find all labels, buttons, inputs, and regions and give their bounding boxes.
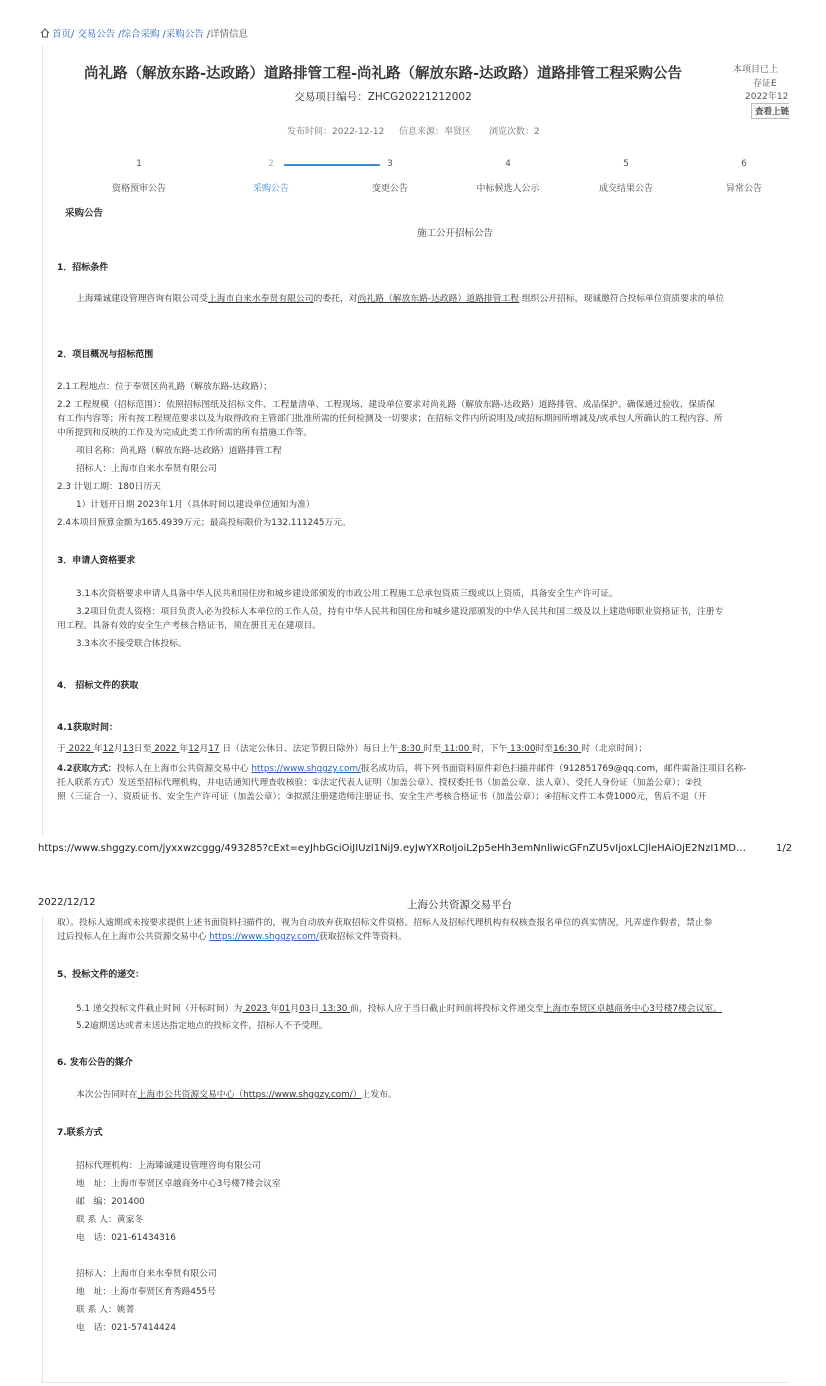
print-header-date: 2022/12/12	[38, 897, 96, 908]
contact-agent-person: 联 系 人：黄家冬	[76, 1215, 144, 1225]
breadcrumb-general-purchase[interactable]: /综合采购	[115, 29, 160, 40]
section-2-line: 项目名称：尚礼路（解放东路-达政路）道路排管工程	[76, 446, 282, 456]
step-progress-line	[284, 164, 380, 166]
section-7-heading: 7.联系方式	[57, 1128, 103, 1138]
section-3-line: 3.2项目负责人资格：项目负责人必为投标人本单位的工作人员，持有中华人民共和国住房和城乡建设部颁发的中华人民共和国二级及以上建造师职业资格证书，注册专	[76, 607, 724, 617]
step-3-number: 3	[387, 159, 393, 169]
step-abnormal-notice[interactable]: 异常公告	[725, 184, 762, 194]
section-3-line: 3.3本次不接受联合体投标。	[76, 639, 187, 649]
section-2-line: 2.1工程地点：位于奉贤区尚礼路（解放东路-达政路）；	[57, 382, 273, 392]
section-4-2-line: 托人联系方式）发送至招标代理机构，并电话通知代理查收核验：①法定代表人证明（加盖公章）、授权委托书（加盖公章、法人章）、受托人身份证（加盖公章）；②投	[57, 778, 702, 788]
step-prequal-notice[interactable]: 资格预审公告	[111, 184, 166, 194]
section-1-text: 上海臻诚建设管理咨询有限公司受上海市自来水奉贤有限公司的委托，对尚礼路（解放东路-达政路）道路排管工程 组织公开招标，现诚邀符合投标单位资质要求的单位	[76, 294, 725, 304]
step-candidate-notice[interactable]: 中标候选人公示	[476, 184, 540, 194]
print-page-number: 1/2	[776, 843, 793, 854]
section-5-heading: 5、投标文件的递交：	[57, 970, 145, 980]
contact-owner-address: 地 址：上海市奉贤区育秀路455号	[76, 1287, 216, 1297]
breadcrumb	[40, 26, 248, 40]
section-4-2-text: 4.2获取方式：投标人在上海市公共资源交易中心 https://www.shggzy.com/报名成功后，将下列书面资料原件彩色扫描并邮件（912851769@qq.com，邮件需备注项目名称-	[57, 764, 747, 774]
section-4-2-line: 过后投标人在上海市公共资源交易中心 https://www.shggzy.com/获取招标文件等资料。	[57, 932, 407, 942]
view-count: 浏览次数：2	[489, 127, 540, 137]
step-2-number: 2	[268, 159, 274, 169]
info-source: 信息来源：奉贤区	[399, 127, 472, 137]
section-3-line: 用工程。具备有效的安全生产考核合格证书，须在册且无在建项目。	[57, 621, 321, 631]
chain-note-line3: 2022年12	[745, 92, 789, 102]
step-change-notice[interactable]: 变更公告	[371, 184, 408, 194]
section-2-line: 2.2 工程规模（招标范围）：依照招标图纸及招标文件、工程量清单、工程现场、建设单位要求对尚礼路（解放东路-达政路）道路排管、成品保护、确保通过验收、保质保	[57, 400, 715, 410]
breadcrumb-home[interactable]: 首页	[52, 29, 72, 40]
section-2-line: 有工作内容等；所有按工程规范要求以及为取得政府主管部门批准所需的任何检测及一切要求；在招标文件内所说明及/或招标期间所增减及/或承包人所确认的工程内容、所	[57, 414, 723, 424]
chain-note-line1: 本项目已上	[733, 65, 779, 75]
step-1-number: 1	[136, 159, 142, 169]
contact-agent-phone: 电 话：021-61434316	[76, 1233, 176, 1243]
notice-subtitle: 施工公开招标公告	[417, 228, 494, 239]
breadcrumb-current: /详情信息	[203, 29, 248, 40]
contact-owner-person: 联 系 人：姚菁	[76, 1305, 135, 1315]
section-4-1-text: 于 2022 年12月13日至 2022 年12月17 日（法定公休日、法定节假日除外）每日上午 8:30 时至 11:00 时，下午 13:00时至16:30 时（北京时间）；	[57, 744, 648, 754]
section-5-line: 5.1 递交投标文件截止时间（开标时间）为 2023 年01月03日 13:30 前，投标人应于当日截止时间前将投标文件递交至上海市奉贤区卓越商务中心3号楼7楼会议室。	[76, 1004, 723, 1014]
print-footer-url: https://www.shggzy.com/jyxxwzcggg/493285?cExt=eyJhbGciOiJIUzI1NiJ9.eyJwYXRoIjoiL2p5eHh3emNnliwicGFnZU5vIjoxLCJleHAiOjE2NzI1MD…	[38, 843, 746, 854]
step-5-number: 5	[623, 159, 629, 169]
section-2-line: 2.4本项目预算金额为165.4939万元；最高投标限价为132.111245万元。	[57, 518, 351, 528]
section-2-line: 中所提到和反映的工作及为完成此类工作所需的所有措施工作等。	[57, 428, 313, 438]
section-5-line: 5.2逾期送达或者未送达指定地点的投标文件，招标人不予受理。	[76, 1021, 328, 1031]
section-2-line: 2.3 计划工期：180日历天	[57, 482, 161, 492]
step-result-notice[interactable]: 成交结果公告	[598, 184, 653, 194]
section-2-heading: 2．项目概况与招标范围	[57, 350, 154, 360]
section-6-line: 本次公告同时在上海市公共资源交易中心（https://www.shggzy.com/）上发布。	[76, 1090, 397, 1100]
home-icon	[40, 28, 50, 38]
section-4-2-line: 取）。投标人逾期或未按要求提供上述书面资料扫描件的，视为自动放弃获取招标文件资格。招标人及招标代理机构有权核查报名单位的真实情况，凡弄虚作假者，禁止参	[57, 918, 713, 928]
section-3-line: 3.1本次资格要求申请人具备中华人民共和国住房和城乡建设部颁发的市政公用工程施工总承包资质三级或以上资质，具备安全生产许可证。	[76, 589, 618, 599]
print-header-site: 上海公共资源交易平台	[407, 899, 512, 911]
section-4-heading: 4． 招标文件的获取	[57, 681, 139, 691]
breadcrumb-purchase-notice[interactable]: /采购公告	[159, 29, 204, 40]
breadcrumb-trade-notice[interactable]: / 交易公告	[71, 29, 116, 40]
section-tag: 采购公告	[65, 208, 104, 219]
shggzy-link[interactable]: https://www.shggzy.com/	[209, 932, 319, 942]
contact-owner: 招标人：上海市自来水奉贤有限公司	[76, 1269, 217, 1279]
project-code: 交易项目编号：ZHCG20221212002	[294, 91, 472, 103]
section-6-heading: 6. 发布公告的媒介	[57, 1058, 133, 1068]
view-chain-button[interactable]: 查看上链	[751, 103, 789, 119]
section-2-line: 1）计划开日期 2023年1月（具体时间以建设单位通知为准）	[76, 500, 315, 510]
publish-time: 发布时间：2022-12-12	[287, 127, 385, 137]
contact-agent: 招标代理机构：上海臻诚建设管理咨询有限公司	[76, 1161, 261, 1171]
notice-panel-continued	[42, 916, 789, 1383]
step-purchase-notice[interactable]: 采购公告	[252, 184, 289, 194]
step-6-number: 6	[741, 159, 747, 169]
step-4-number: 4	[505, 159, 511, 169]
section-2-line: 招标人：上海市自来水奉贤有限公司	[76, 464, 217, 474]
section-3-heading: 3．申请人资格要求	[57, 556, 136, 566]
contact-owner-phone: 电 话：021-57414424	[76, 1323, 176, 1333]
shggzy-link[interactable]: https://www.shggzy.com/	[251, 764, 361, 774]
notice-panel	[42, 46, 789, 836]
section-1-heading: 1．招标条件	[57, 263, 109, 273]
section-4-2-line: 照（三证合一）、资质证书、安全生产许可证（加盖公章）；③拟派注册建造师注册证书、安全生产考核合格证书（加盖公章）；④招标文件工本费1000元，售后不退（开	[57, 792, 707, 802]
page-title: 尚礼路（解放东路-达政路）道路排管工程-尚礼路（解放东路-达政路）道路排管工程采购公告	[83, 66, 683, 82]
chain-note-line2: 存证E	[753, 79, 777, 89]
contact-agent-address: 地 址：上海市奉贤区卓越商务中心3号楼7楼会议室	[76, 1179, 281, 1189]
contact-agent-postcode: 邮 编：201400	[76, 1197, 145, 1207]
section-4-1-heading: 4.1获取时间：	[57, 723, 118, 733]
